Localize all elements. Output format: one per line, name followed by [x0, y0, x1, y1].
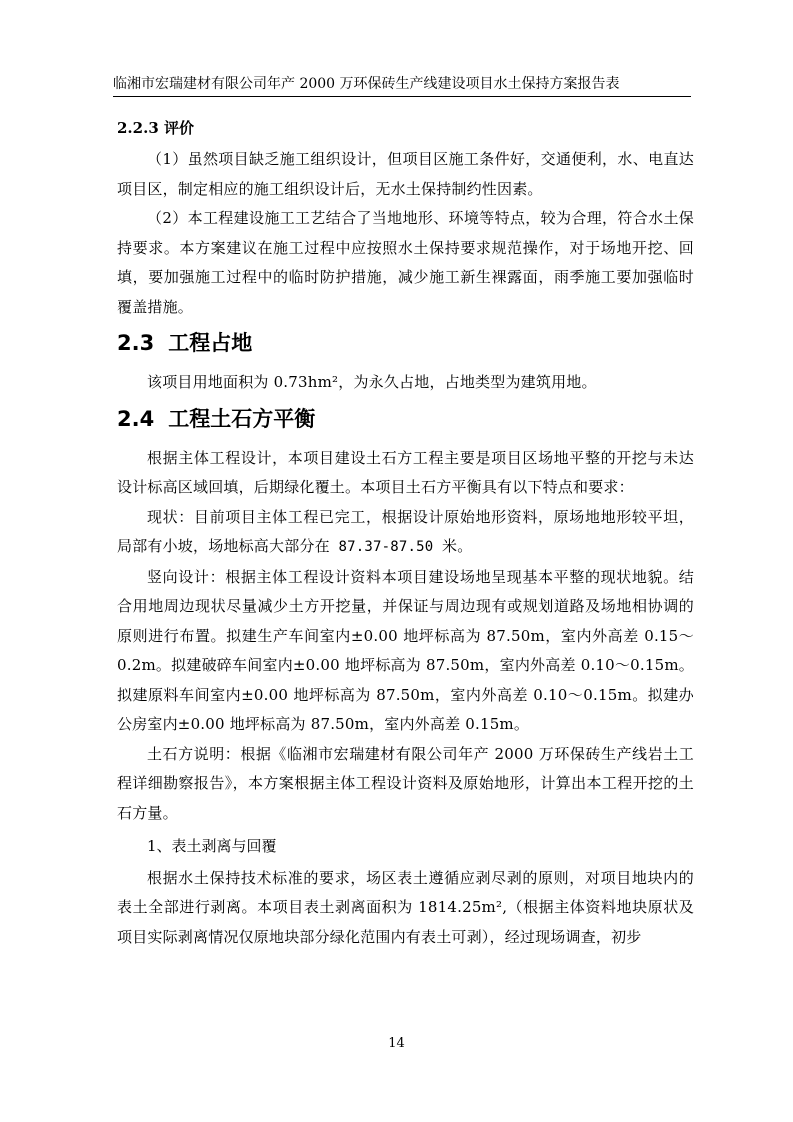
section-title: 工程占地	[168, 331, 253, 355]
elevation-range: 87.37-87.50	[329, 539, 442, 555]
status-text: 现状：目前项目主体工程已完工，根据设计原始地形资料，原场地地形较平坦，局部有小坡，场地标高大部分在	[117, 507, 694, 555]
section-title: 工程土石方平衡	[168, 406, 316, 431]
section-number: 2.3	[117, 331, 155, 355]
paragraph-earthwork-note: 土石方说明：根据《临湘市宏瑞建材有限公司年产 2000 万环保砖生产线岩土工程详细勘察报告》，本方案根据主体工程设计资料及原始地形，计算出本工程开挖的土石方量。	[117, 744, 694, 822]
page-number: 14	[388, 1036, 405, 1051]
paragraph-evaluation-2: （2）本工程建设施工工艺结合了当地地形、环境等特点，较为合理，符合水土保持要求。本方案建议在施工过程中应按照水土保持要求规范操作，对于场地开挖、回填，要加强施工过程中的临时防护措施，减少施工新生裸露面，雨季施工要加强临时覆盖措施。	[117, 209, 694, 316]
section-number: 2.4	[117, 406, 155, 431]
page-content	[117, 118, 694, 952]
paragraph-earthwork-intro: 根据主体工程设计，本项目建设土石方工程主要是项目区场地平整的开挖与未达设计标高区域回填，后期绿化覆土。本项目土石方平衡具有以下特点和要求：	[117, 448, 694, 496]
paragraph-topsoil: 根据水土保持技术标准的要求，场区表土遵循应剥尽剥的原则，对项目地块内的表土全部进行剥离。本项目表土剥离面积为 1814.25m²,（根据主体资料地块原状及项目实际剥离情况仅原地块部分绿化范围内有表土可剥），经过现场调查，初步	[117, 868, 694, 946]
section-heading-2-2-3: 2.2.3 评价	[117, 119, 194, 137]
section-heading-2-3	[117, 328, 694, 358]
paragraph-vertical-design: 竖向设计：根据主体工程设计资料本项目建设场地呈现基本平整的现状地貌。结合用地周边现状尽量减少土方开挖量，并保证与周边现有或规划道路及场地相协调的原则进行布置。拟建生产车间室内±0.00 地坪标高为 87.50m，室内外高差 0.15～0.2m。拟建破碎车间室内±0.00 地坪标高为 87.50m，室内外高差 0.10～0.15m。拟建原料车间室内±0.00 地坪标高为 87.50m，室内外高差 0.10～0.15m。拟建办公房室内±0.00 地坪标高为 87.50m，室内外高差 0.15m。	[117, 567, 694, 733]
section-heading-2-4	[117, 404, 694, 434]
page-header: 临湘市宏瑞建材有限公司年产 2000 万环保砖生产线建设项目水土保持方案报告表	[113, 74, 691, 97]
status-unit: 米。	[442, 537, 473, 555]
paragraph-current-status	[117, 503, 694, 563]
paragraph-land-use: 该项目用地面积为 0.73hm²，为永久占地，占地类型为建筑用地。	[147, 373, 597, 391]
paragraph-evaluation-1: （1）虽然项目缺乏施工组织设计，但项目区施工条件好，交通便利，水、电直达项目区，制定相应的施工组织设计后，无水土保持制约性因素。	[117, 150, 694, 198]
subheading-topsoil: 1、表土剥离与回覆	[147, 837, 277, 855]
